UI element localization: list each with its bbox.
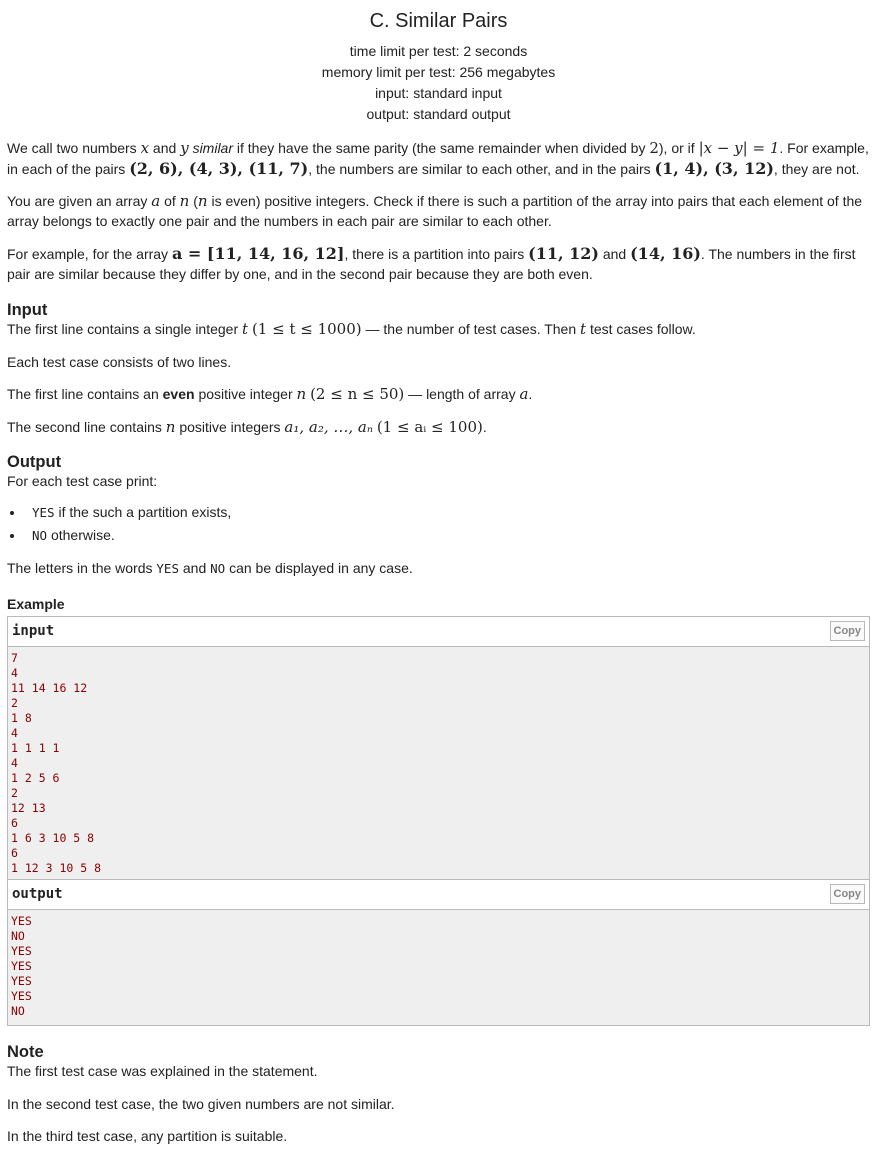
- statement-paragraph-1: We call two numbers x and y similar if they have the same parity (the same remainder when divided by 2), or if |x − y| = 1. For example, in each of the pairs (2, 6), (4, 3), (11, 7), the numbers are similar to each other, and in the pairs (1, 4), (3, 12), they are not.: [7, 139, 869, 178]
- sample-output-label: output: [12, 886, 63, 902]
- sample-output-content: [8, 910, 869, 1025]
- abs-diff-formula: |x − y| = 1: [698, 139, 780, 157]
- note-line-1: The first test case was explained in the statement.: [7, 1063, 318, 1079]
- code-line: YES: [11, 974, 32, 988]
- code-line: 6: [11, 846, 18, 860]
- sample-input-box: [7, 616, 870, 880]
- code-line: 1 8: [11, 711, 32, 725]
- note-section: [7, 1042, 870, 1147]
- example-title: Example: [7, 596, 65, 612]
- statement-paragraph-2: You are given an array a of n (n is even) positive integers. Check if there is such a partition of the array into pairs that each element of the array belongs to exactly one pair and the numbers in each pair are similar to each other.: [7, 192, 863, 229]
- code-line: 4: [11, 726, 18, 740]
- code-line: 1 6 3 10 5 8: [11, 831, 95, 845]
- problem-page: [0, 9, 877, 1147]
- note-line-3: In the third test case, any partition is suitable.: [7, 1128, 288, 1144]
- input-section: [7, 300, 870, 437]
- code-line: 1 1 1 1: [11, 741, 60, 755]
- input-line-4: The second line contains n positive integers a₁, a₂, …, aₙ (1 ≤ aᵢ ≤ 100).: [7, 417, 487, 436]
- output-line-2: The letters in the words YES and NO can be displayed in any case.: [7, 559, 413, 576]
- code-line: 4: [11, 666, 18, 680]
- code-line: YES: [11, 989, 32, 1003]
- code-line: 11 14 16 12: [11, 681, 88, 695]
- code-line: 2: [11, 786, 18, 800]
- code-line: NO: [11, 1004, 25, 1018]
- sample-input-content: [8, 647, 869, 879]
- code-line: 2: [11, 696, 18, 710]
- list-item: • YES if the such a partition exists,: [25, 501, 870, 524]
- statement-paragraph-3: For example, for the array a = [11, 14, 16, 12], there is a partition into pairs (11, 12) and (14, 16). The numbers in the first pair are similar because they differ by one, and in the second pair because they are both even.: [7, 244, 856, 282]
- code-line: YES: [11, 944, 32, 958]
- example-section: [7, 595, 870, 1026]
- time-limit: time limit per test: 2 seconds: [349, 43, 528, 59]
- copy-input-button[interactable]: Copy: [830, 621, 866, 641]
- input-spec: input: standard input: [375, 85, 502, 101]
- note-line-2: In the second test case, the two given numbers are not similar.: [7, 1095, 395, 1112]
- output-section: [7, 452, 870, 578]
- code-line: NO: [11, 929, 25, 943]
- output-section-title: Output: [7, 453, 62, 471]
- sample-output-box: [7, 880, 870, 1026]
- similar-term: similar: [192, 140, 234, 156]
- similar-pairs-example: (2, 6), (4, 3), (11, 7): [129, 158, 309, 178]
- output-spec: output: standard output: [366, 106, 511, 122]
- memory-limit: memory limit per test: 256 megabytes: [321, 64, 556, 80]
- list-item: • NO otherwise.: [25, 524, 870, 547]
- sample-input-label: input: [12, 623, 55, 639]
- code-line: 7: [11, 651, 18, 665]
- example-array: a = [11, 14, 16, 12]: [171, 244, 345, 263]
- not-similar-pairs-example: (1, 4), (3, 12): [654, 158, 774, 178]
- input-section-title: Input: [7, 301, 48, 319]
- output-line-1: For each test case print:: [7, 473, 158, 489]
- code-line: 4: [11, 756, 18, 770]
- input-line-3: The first line contains an even positive integer n (2 ≤ n ≤ 50) — length of array a.: [7, 385, 533, 403]
- output-options-list: [7, 501, 870, 547]
- input-line-2: Each test case consists of two lines.: [7, 353, 232, 370]
- var-y: y: [180, 139, 189, 157]
- code-line: 1 12 3 10 5 8: [11, 861, 102, 875]
- code-line: 6: [11, 816, 18, 830]
- problem-title: C. Similar Pairs: [369, 10, 508, 32]
- var-x: x: [140, 139, 150, 157]
- limits-block: [7, 41, 870, 125]
- input-line-1: The first line contains a single integer t (1 ≤ t ≤ 1000) — the number of test cases. Then t test cases follow.: [7, 320, 696, 338]
- code-line: YES: [11, 959, 32, 973]
- note-title: Note: [7, 1043, 44, 1061]
- copy-output-button[interactable]: Copy: [830, 884, 866, 904]
- code-line: 12 13: [11, 801, 46, 815]
- code-line: YES: [11, 914, 32, 928]
- sample-input-header: [8, 617, 869, 647]
- code-line: 1 2 5 6: [11, 771, 60, 785]
- sample-output-header: [8, 880, 869, 910]
